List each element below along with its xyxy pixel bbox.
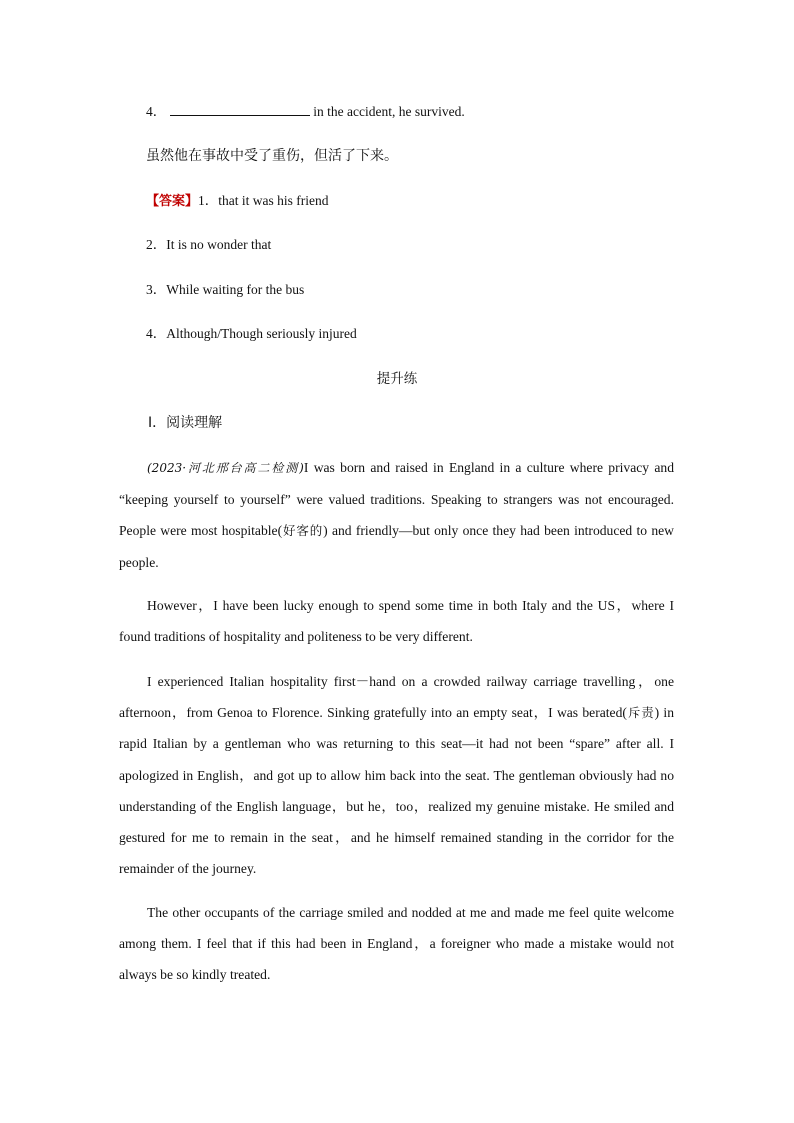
paragraph-1-gloss: 好客的 (282, 523, 324, 539)
section-title: 提升练 (376, 371, 418, 387)
paragraph-1-text-a: I was born and raised in England in a culture where privacy and “keeping yourself to yourself” were valued traditions. Speaking to strangers was not encouraged. People were most hospitable( (119, 460, 675, 539)
answer-tag: 【答案】 (146, 194, 199, 209)
exercise-4-sentence (146, 102, 465, 122)
answer-item-1: 1．that it was his friend (198, 193, 329, 208)
exercise-4-sentence-rest: in the accident, he survived. (313, 104, 465, 119)
passage-paragraph-3 (119, 666, 674, 884)
paragraph-1-text-b: ) and friendly—but only once they had been introduced to new people. (119, 523, 674, 570)
answer-item-2: 2．It is no wonder that (146, 237, 272, 252)
answer-item-3: 3．While waiting for the bus (146, 282, 305, 297)
exercise-4-blank (170, 103, 310, 116)
exercise-4-chinese: 虽然他在事故中受了重伤，但活了下来。 (146, 148, 398, 164)
passage-paragraph-1 (119, 452, 674, 578)
passage-paragraph-2: However，I have been lucky enough to spend some time in both Italy and the US，where I found traditions of hospitality and politeness to be very different. (119, 598, 674, 645)
passage-paragraph-4: The other occupants of the carriage smiled and nodded at me and made me feel quite welcome among them. I feel that if this had been in England，a foreigner who made a mistake would not always be so kindly treated. (119, 905, 674, 983)
paragraph-3-text-a: I experienced Italian hospitality first－hand on a crowded railway carriage travelling，one afternoon，from Genoa to Florence. Sinking gratefully into an empty seat，I was berated( (119, 674, 674, 721)
passage-source: (2023·河北邢台高二检测) (147, 461, 304, 475)
subsection-title: Ⅰ．阅读理解 (148, 415, 223, 431)
answer-line-1 (146, 191, 329, 212)
paragraph-3-text-b: ) in rapid Italian by a gentleman who was returning to this seat—it had not been “spare” after all. I apologized in English，and got up to allow him back into the seat. The gentleman obviously had no understanding of the English language，but he，too，realized my genuine mistake. He smiled and gestured for me to remain in the seat，and he himself remained standing in the corridor for the remainder of the journey. (119, 705, 675, 877)
exercise-4-number: 4． (146, 104, 167, 119)
paragraph-3-gloss: 斥责 (626, 705, 655, 721)
answer-item-4: 4．Although/Though seriously injured (146, 326, 357, 341)
